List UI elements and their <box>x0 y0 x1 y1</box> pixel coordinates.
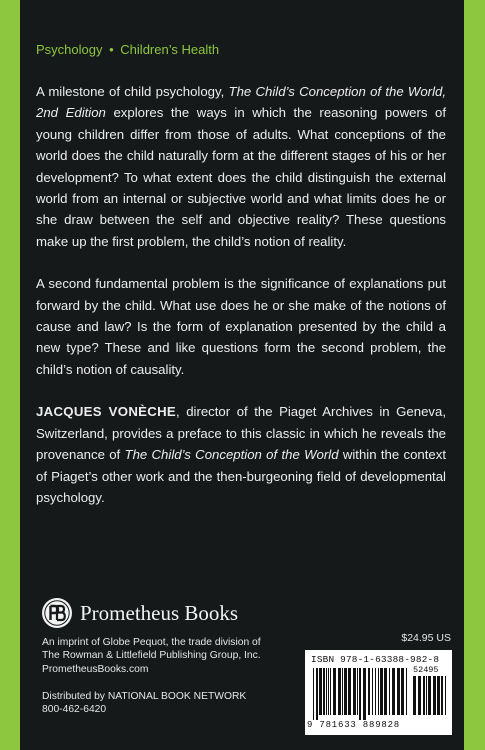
distributor-phone: 800-462-6420 <box>42 704 107 716</box>
barcode-bar <box>342 668 343 715</box>
barcode-bar <box>375 668 376 715</box>
barcode-bar <box>401 668 404 715</box>
paragraph-3: JACQUES VONÈCHE, director of the Piaget Archives in Geneva, Switzerland, provides a preface to this classic in which he reveals the provenance of The Child’s Conception of the World within the context of Piaget’s other work and the then-burgeoning field of developmental psychology. <box>36 404 446 505</box>
barcode-bar <box>397 668 400 715</box>
imprint-line-2: The Rowman & Littlefield Publishing Group, Inc. <box>42 650 261 662</box>
barcode-bar <box>445 676 446 715</box>
publisher-name: Prometheus Books <box>80 600 239 625</box>
distribution-info <box>42 690 312 717</box>
barcode-bar <box>333 668 336 715</box>
barcode-bar <box>338 668 341 715</box>
barcode-bar <box>433 676 436 715</box>
barcode-bar <box>426 676 427 715</box>
barcode-bar <box>319 668 322 715</box>
back-cover <box>20 0 464 750</box>
barcode-bar <box>363 668 366 720</box>
barcode-bar <box>441 676 443 715</box>
barcode-bar <box>423 676 425 715</box>
barcode-bar <box>328 668 329 715</box>
description <box>36 81 446 529</box>
barcode-bar <box>380 668 383 715</box>
imprint-info <box>42 636 312 676</box>
publisher-website: PrometheusBooks.com <box>42 663 149 675</box>
publisher-logo <box>42 598 238 628</box>
barcode-bar <box>389 668 390 715</box>
barcode-bar <box>316 668 318 720</box>
price-label: $24.95 US <box>401 632 451 644</box>
barcode-bar <box>368 668 370 715</box>
imprint-line-1: An imprint of Globe Pequot, the trade division of <box>42 637 261 648</box>
paragraph-2: A second fundamental problem is the significance of explanations put forward by the child. What use does he or she make of the notions of cause and law? Is the form of explanation presented by the child a new type? These and like questions form the second problem, the child’s notion of causality. <box>36 276 446 377</box>
barcode-addon-number: 52495 <box>413 665 439 675</box>
barcode-bar <box>357 668 358 715</box>
book-title-2: The Child’s Conception of the World <box>124 447 339 463</box>
barcode-bar <box>378 668 379 715</box>
category-separator: • <box>109 42 114 57</box>
barcode-bar <box>344 668 347 715</box>
barcode-bar <box>392 668 395 715</box>
barcode-bar <box>326 668 327 715</box>
barcode-bar <box>372 668 373 715</box>
isbn-label: ISBN 978-1-63388-982-8 <box>311 654 440 665</box>
paragraph-1: A milestone of child psychology, The Child’s Conception of the World, 2nd Edition explores the ways in which the reasoning powers of young children differ from those of adults. What conceptions of the world does the child naturally form at the different stages of his or her development? To what extent does the child distinguish the external world from an internal or subjective world and what limits does he or she draw between the self and objective reality? These questions make up the first problem, the child’s notion of reality. <box>36 84 447 249</box>
barcode-bar <box>330 668 331 715</box>
barcode-bar <box>313 668 314 720</box>
ean-digits: 9 781633 889828 <box>307 720 401 730</box>
barcode-bar <box>428 676 431 715</box>
barcode-bar <box>353 668 356 715</box>
barcode-bar <box>406 668 407 715</box>
barcode-bar <box>359 668 361 720</box>
author-name: JACQUES VONÈCHE <box>36 404 176 420</box>
barcode-addon-bars <box>413 676 447 720</box>
barcode-bar <box>418 676 421 715</box>
category-childrens-health: Children’s Health <box>120 42 220 57</box>
isbn-barcode <box>305 650 452 735</box>
distributor: Distributed by NATIONAL BOOK NETWORK <box>42 691 247 702</box>
barcode-bar <box>323 668 325 715</box>
barcode-bar <box>413 676 416 715</box>
pb-monogram-icon <box>42 598 72 628</box>
category-line <box>36 42 219 57</box>
barcode-main-bars <box>313 668 409 720</box>
category-psychology: Psychology <box>36 42 103 57</box>
book-title: The Child’s Conception of the World, 2nd Edition <box>36 84 447 121</box>
barcode-bar <box>348 668 351 715</box>
barcode-bar <box>437 676 440 715</box>
barcode-bar <box>384 668 387 715</box>
